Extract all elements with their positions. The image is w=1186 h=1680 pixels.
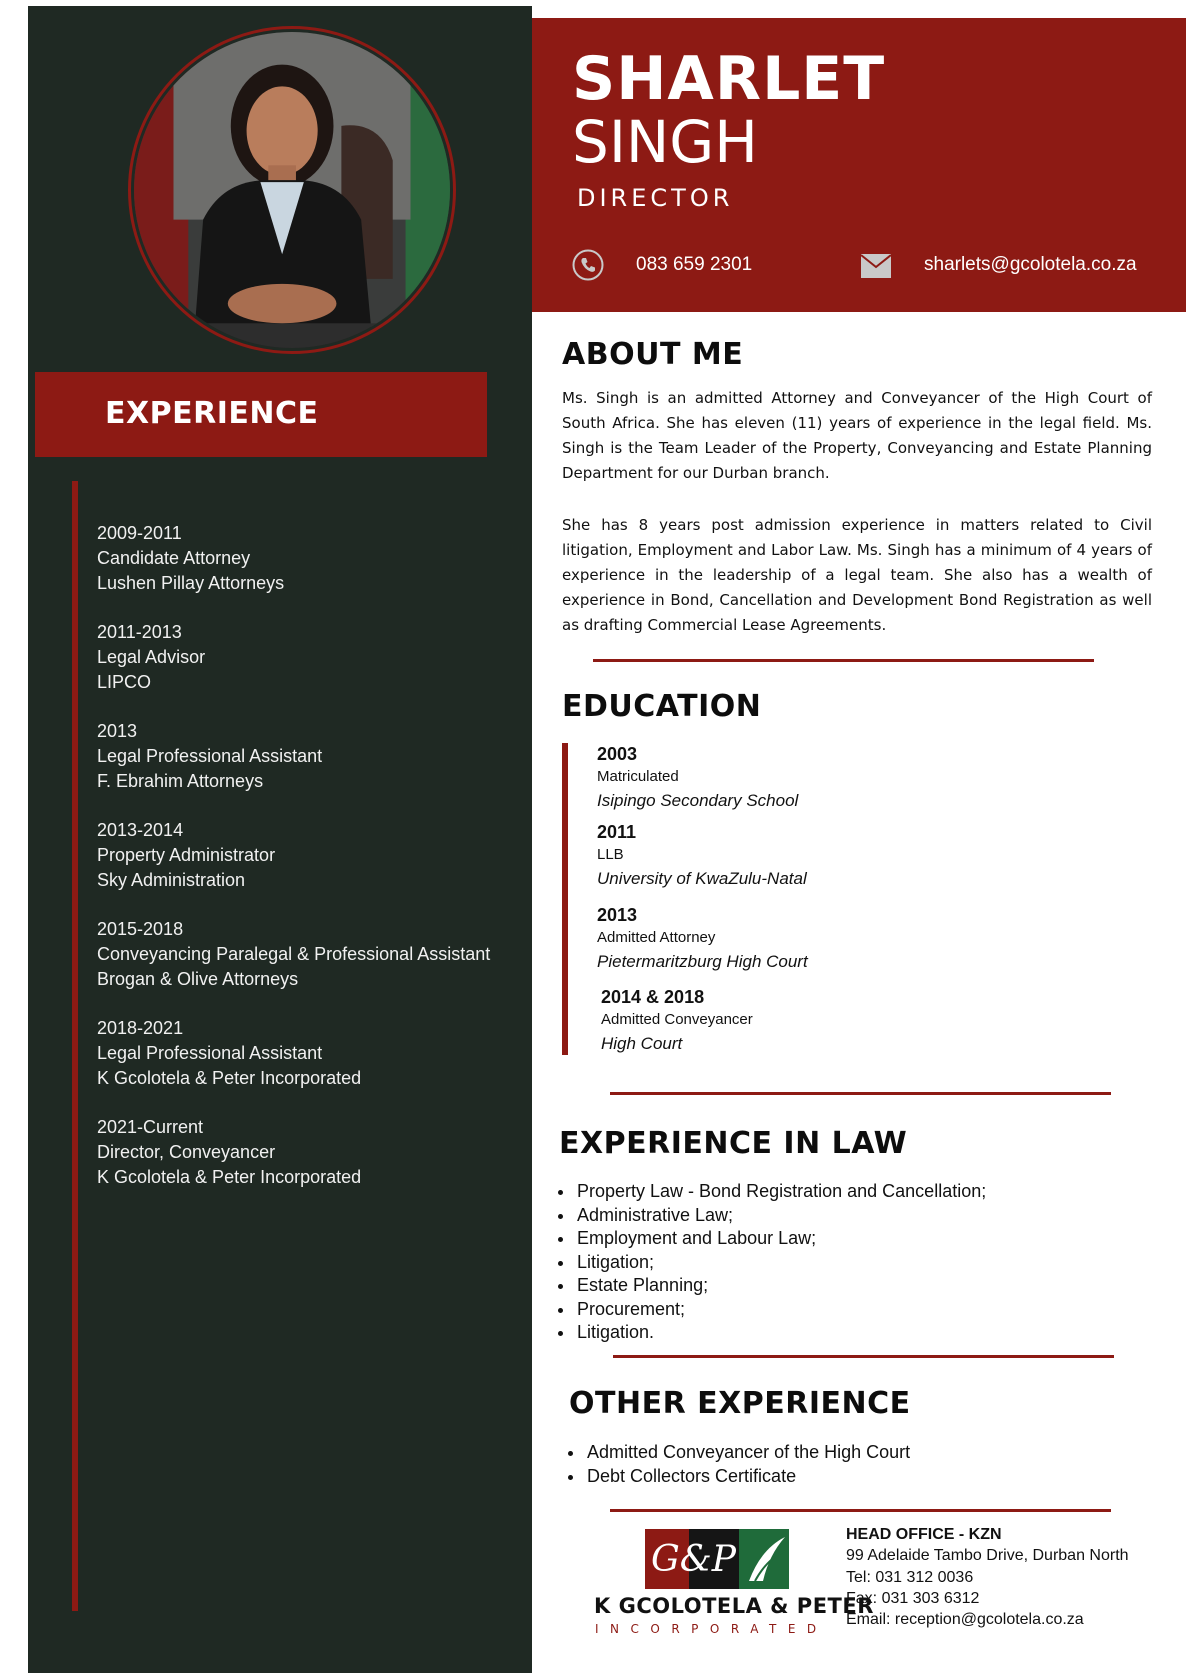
section-divider (613, 1355, 1114, 1358)
experience-role: Property Administrator (97, 845, 276, 865)
list-item: Property Law - Bond Registration and Cancellation; (556, 1180, 986, 1204)
profile-photo-frame (128, 26, 456, 354)
education-year: 2003 (597, 744, 638, 764)
education-degree: Admitted Conveyancer (601, 1011, 753, 1028)
experience-item (97, 917, 517, 992)
experience-item (97, 719, 517, 794)
experience-role: Legal Professional Assistant (97, 746, 323, 766)
law-experience-title: EXPERIENCE IN LAW (559, 1126, 908, 1161)
envelope-icon (860, 253, 892, 279)
sidebar (28, 6, 532, 1673)
phone-icon (572, 249, 604, 281)
other-experience-title: OTHER EXPERIENCE (569, 1386, 911, 1421)
job-title: DIRECTOR (577, 184, 734, 212)
experience-title: EXPERIENCE (105, 396, 319, 431)
experience-years: 2013 (97, 721, 138, 741)
education-degree: Matriculated (597, 768, 679, 785)
logo-mark-icon (645, 1529, 789, 1589)
education-degree: Admitted Attorney (597, 929, 716, 946)
last-name: SINGH (572, 108, 758, 176)
experience-role: Conveyancing Paralegal & Professional Assistant (97, 944, 491, 964)
experience-item (97, 620, 517, 695)
experience-firm: Brogan & Olive Attorneys (97, 969, 299, 989)
logo-mark-text: G&P (651, 1539, 737, 1580)
experience-item (97, 1115, 517, 1190)
section-divider (593, 659, 1094, 662)
about-paragraph-1: Ms. Singh is an admitted Attorney and Conveyancer of the High Court of South Africa. She has eleven (11) years of experience in the legal field. Ms. Singh is the Team Leader of the Property, Conveyancing and Estate Planning Department for our Durban branch. (562, 389, 1152, 482)
list-item: Litigation. (556, 1321, 986, 1345)
experience-firm: LIPCO (97, 672, 152, 692)
experience-role: Candidate Attorney (97, 548, 251, 568)
first-name: SHARLET (572, 44, 886, 114)
experience-firm: Sky Administration (97, 870, 246, 890)
company-logo (592, 1526, 874, 1636)
experience-firm: F. Ebrahim Attorneys (97, 771, 264, 791)
education-title: EDUCATION (562, 689, 762, 724)
header-band (532, 18, 1186, 312)
experience-firm: K Gcolotela & Peter Incorporated (97, 1068, 362, 1088)
education-item (597, 903, 808, 974)
education-item (601, 985, 753, 1056)
email-address[interactable]: sharlets@gcolotela.co.za (924, 254, 1137, 275)
education-item (597, 742, 798, 813)
experience-role: Director, Conveyancer (97, 1142, 276, 1162)
office-fax: Fax: 031 303 6312 (846, 1589, 980, 1607)
experience-firm: K Gcolotela & Peter Incorporated (97, 1167, 362, 1187)
office-address: 99 Adelaide Tambo Drive, Durban North (846, 1547, 1129, 1565)
office-heading: HEAD OFFICE - KZN (846, 1526, 1002, 1543)
experience-years: 2018-2021 (97, 1018, 184, 1038)
list-item: Estate Planning; (556, 1274, 986, 1298)
experience-list (97, 521, 517, 1214)
experience-item (97, 521, 517, 596)
experience-item (97, 818, 517, 893)
list-item: Administrative Law; (556, 1204, 986, 1228)
profile-photo (134, 32, 450, 348)
education-school: High Court (601, 1034, 683, 1053)
office-email[interactable]: Email: reception@gcolotela.co.za (846, 1611, 1084, 1629)
logo-company-name: K GCOLOTELA & PETER (594, 1594, 874, 1618)
education-school: Isipingo Secondary School (597, 791, 799, 810)
head-office-contact (846, 1524, 1129, 1630)
logo-company-subtitle: INCORPORATED (595, 1622, 828, 1636)
list-item: Employment and Labour Law; (556, 1227, 986, 1251)
education-year: 2014 & 2018 (601, 987, 705, 1007)
other-experience-list (566, 1441, 910, 1488)
timeline-bar (72, 481, 78, 1611)
experience-years: 2009-2011 (97, 523, 182, 543)
experience-years: 2021-Current (97, 1117, 204, 1137)
education-degree: LLB (597, 846, 624, 863)
phone-number[interactable]: 083 659 2301 (636, 254, 753, 275)
experience-banner (35, 372, 487, 457)
experience-firm: Lushen Pillay Attorneys (97, 573, 285, 593)
experience-item (97, 1016, 517, 1091)
list-item: Admitted Conveyancer of the High Court (566, 1441, 910, 1465)
experience-years: 2015-2018 (97, 919, 184, 939)
about-title: ABOUT ME (562, 337, 744, 372)
education-school: Pietermaritzburg High Court (597, 952, 808, 971)
experience-role: Legal Advisor (97, 647, 206, 667)
experience-years: 2013-2014 (97, 820, 184, 840)
section-divider (610, 1092, 1111, 1095)
education-bar (562, 743, 568, 1055)
law-experience-list (556, 1180, 986, 1345)
education-year: 2013 (597, 905, 638, 925)
office-tel[interactable]: Tel: 031 312 0036 (846, 1568, 974, 1586)
education-item (597, 820, 807, 891)
list-item: Litigation; (556, 1251, 986, 1275)
experience-years: 2011-2013 (97, 622, 182, 642)
list-item: Debt Collectors Certificate (566, 1465, 910, 1489)
list-item: Procurement; (556, 1298, 986, 1322)
about-paragraph-2: She has 8 years post admission experience in matters related to Civil litigation, Employment and Labor Law. Ms. Singh has a minimum of 4 years of experience in the leadership of a legal team. She also has a wealth of experience in Bond, Cancellation and Development Bond Registration as well as drafting Commercial Lease Agreements. (562, 516, 1152, 634)
section-divider (610, 1509, 1111, 1512)
experience-role: Legal Professional Assistant (97, 1043, 323, 1063)
education-year: 2011 (597, 822, 637, 842)
education-school: University of KwaZulu-Natal (597, 869, 807, 888)
